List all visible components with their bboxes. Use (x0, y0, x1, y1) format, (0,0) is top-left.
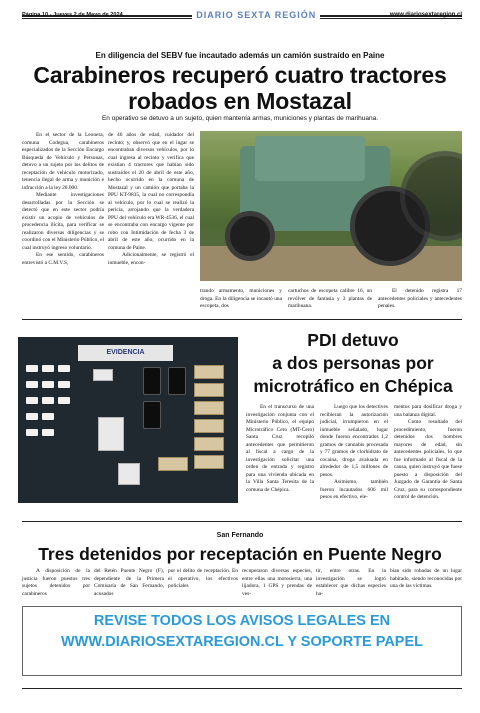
article1-column-2 (108, 132, 194, 267)
page-number: Página 10 - Jueves 2 de Mayo de 2024 (22, 12, 123, 18)
evidence-bag (42, 397, 54, 404)
article1-title (20, 62, 460, 114)
article1-paragraph: Adicionalmente, se registró el inmueble, encon- (108, 252, 194, 266)
article1-title-line2: robados en Mostazal (128, 88, 352, 114)
evidence-bag (42, 381, 54, 388)
article3-kicker: San Fernando (216, 532, 264, 539)
footer-rule (22, 688, 462, 689)
cellphone (143, 367, 161, 395)
evidence-bag (42, 413, 54, 420)
section-divider (22, 521, 462, 522)
article3-column-5 (316, 568, 386, 598)
cash-bills (158, 457, 188, 471)
article1-paragraph: Mediante investigaciones desarrolladas por la Sección se detectó que en este sector podría existir un acopio de vehículos de procedencia ilícita, para verificar se realizaron diversas diligencias y se coordinó con el Ministerio Público, el cual instruyó ingreso voluntario. (22, 192, 104, 251)
evidence-bag (26, 381, 38, 388)
evidence-package (93, 369, 113, 381)
article3-column-3 (168, 568, 238, 591)
article3-column-4 (242, 568, 312, 598)
article1-paragraph: En el sector de la Leonera, comuna Codegua, carabineros especializados de la Sección Encargo Búsqueda de Vehículo y Personas, detuvo a un sujeto por los delitos de receptación de vehículo motorizado, tenencia ilegal de arma y munición e infracción a la ley 20.000. (22, 132, 104, 191)
article1-title-line1: Carabineros recuperó cuatro tractores (33, 62, 447, 88)
page-header (22, 8, 462, 22)
article2-paragraph: Luego que los detectives recibieran la autorización judicial, irrumpieron en el inmueble señalado, lugar donde fueron encontrados 1,2 gramos de cannabis procesada y 77 gramos de clorhidrato de cocaína, droga avaluada en alrededor de 1,5 millones de pesos. (320, 404, 388, 478)
article3-column-1 (22, 568, 90, 598)
article3-paragraph: A disposición de la justicia fueron puestos tres sujetos detenidos por carabineros (22, 568, 90, 597)
article3-paragraph: tir, entre otras. En la investigación se logró establecer que dichas especies ha- (316, 568, 386, 597)
evidence-bag (58, 397, 70, 404)
evidence-package (118, 463, 140, 485)
cash-bills (194, 365, 224, 379)
article1-column-4 (288, 288, 372, 311)
article1-paragraph: trando armamento, municiones y droga. En la diligencia se incautó una escopeta, dos (200, 288, 282, 309)
cash-bills (194, 401, 224, 415)
article1-column-3 (200, 288, 282, 311)
cellphone (168, 367, 186, 395)
article1-paragraph: de 46 años de edad, cuidador del recinto; y, observó que en el lugar se encontraban diversos vehículos, por lo cual ingresa al recinto y verifica que existían 4 tractores que habían sido sustraídos el 20 de abril de este año, hecho ocurrido en la comuna de Mostazal y un camión que portaba la PPU KT-9835, la cual no correspondía al vehículo, por lo cual se realizó la pericia, arrojando que la verdadera PPU del vehículo era WR-4536, el cual se encontraba con encargo vigente por robo con Intimidación de fecha 3 de abril de este año, ocurrido en la comuna de Paine. (108, 132, 194, 251)
article1-paragraph: cartuchos de escopeta calibre 16, un revólver de fantasía y 3 plantas de marihuana. (288, 288, 372, 309)
article1-column-5 (378, 288, 462, 311)
article2-title-line3: microtráfico en Chépica (253, 376, 453, 396)
article1-column-1 (22, 132, 104, 267)
article2-column-3 (394, 404, 462, 502)
banner-line1: REVISE TODOS LOS AVISOS LEGALES EN (93, 613, 391, 629)
article2-paragraph: En el transcurso de una investigación conjunta con el Ministerio Público, el equipo Microtráfico Cero (MT-Cero) Santa Cruz recopiló antecedentes que permitieron al fiscal a cargo de la investigación solicitar una orden de entrada y registro para una vivienda ubicada en la Villa Santa Teresita de la comuna de Chépica. (246, 404, 314, 493)
article2-paragraph: Asimismo, también fueron incautados 606 mil pesos en efectivo, ele- (320, 479, 388, 500)
evidence-bag (26, 365, 38, 372)
article1-kicker: En diligencia del SEBV fue incautado además un camión sustraído en Paine (95, 51, 385, 60)
evidence-bag (26, 429, 38, 436)
evidence-bag (58, 381, 70, 388)
cash-bills (194, 383, 224, 397)
tractor-photo (200, 131, 462, 281)
article2-title-line2: a dos personas por (272, 353, 434, 373)
banner-line2: WWW.DIARIOSEXTAREGION.CL Y SOPORTE PAPEL (61, 634, 423, 650)
article3-column-2 (94, 568, 164, 598)
article1-paragraph: El detenido registra 17 antecedentes policiales y antecedentes penales. (378, 288, 462, 309)
evidence-bag (26, 397, 38, 404)
article3-paragraph: bían sido robadas de un lugar habitado, siendo reconocidas por una de las víctimas. (390, 568, 462, 589)
article1-paragraph: En ese sentido, carabineros entrevistó a C.M.V.S, (22, 252, 104, 266)
evidence-label: EVIDENCIA (78, 345, 173, 361)
cash-bills (194, 437, 224, 451)
evidence-bag (42, 429, 54, 436)
cash-bills (194, 455, 224, 469)
evidence-bag (58, 365, 70, 372)
cash-bills (194, 419, 224, 433)
cellphone (143, 401, 161, 429)
article3-paragraph: del Retén Puente Negro (F), dependiente de la Primera Comisaría de San Fernando, acusados (94, 568, 164, 597)
article3-paragraph: recuperaron diversas especies, entre ellas una motosierra, una lijadora, 1 GPS y prendas de ves- (242, 568, 312, 597)
article3-paragraph: por el delito de receptación. En el operativo, los efectivos policiales (168, 568, 238, 589)
evidence-bag (26, 413, 38, 420)
article2-paragraph: mentos para dosificar droga y una balanza digital. (394, 404, 462, 418)
article1-subtitle: En operativo se detuvo a un sujeto, quien mantenía armas, municiones y plantas de marihuana. (101, 115, 379, 122)
article2-paragraph: Como resultado del procedimiento, fueron detenidos dos hombres mayores de edad, sin antecedentes policiales, lo que fue informado al fiscal de la causa, quien instruyó que fuese puesto a disposición del Juzgado de Garantía de Santa Cruz, para su correspondiente control de detención. (394, 419, 462, 500)
article3-title: Tres detenidos por receptación en Puente Negro (38, 544, 442, 564)
digital-scale (98, 417, 124, 451)
article2-title-line1: PDI detuvo (307, 330, 399, 350)
evidence-photo (18, 337, 238, 503)
newspaper-brand: DIARIO SEXTA REGIÓN (192, 10, 320, 20)
evidence-bag (42, 365, 54, 372)
website-link[interactable]: www.diariosextaregion.cl (389, 12, 462, 18)
article2-column-2 (320, 404, 388, 502)
article2-column-1 (246, 404, 314, 494)
section-divider (22, 319, 462, 320)
article2-title (246, 329, 460, 398)
article3-column-6 (390, 568, 462, 591)
legal-notices-banner[interactable] (22, 606, 462, 676)
tractor-wheel (225, 211, 275, 261)
tractor-hood (255, 136, 365, 181)
